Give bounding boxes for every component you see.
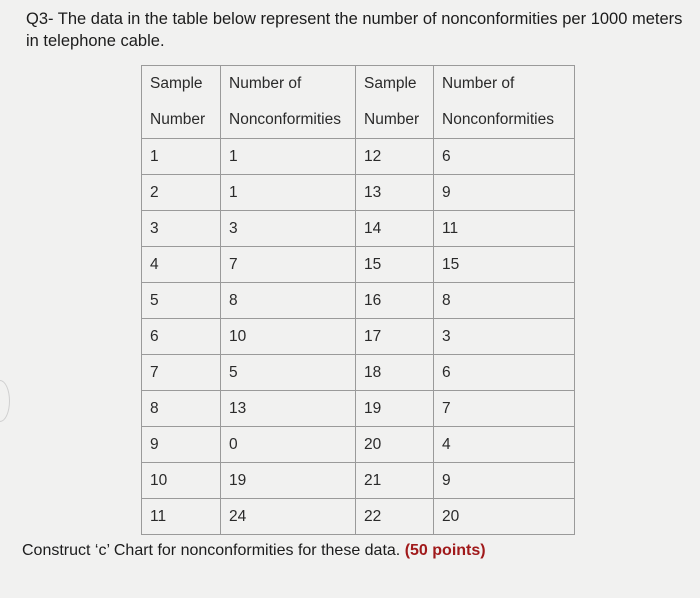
- table-row: [142, 391, 575, 427]
- table-cell-sample-number-a: 7: [142, 355, 221, 391]
- table-cell-sample-number-a: 9: [142, 427, 221, 463]
- table-row: [142, 319, 575, 355]
- table-cell-sample-number-a: 10: [142, 463, 221, 499]
- table-cell-nonconformities-b: 9: [434, 175, 575, 211]
- table-cell-sample-number-b: 17: [356, 319, 434, 355]
- table-cell-sample-number-b: 16: [356, 283, 434, 319]
- table-cell-sample-number-a: 3: [142, 211, 221, 247]
- table-cell-sample-number-b: 13: [356, 175, 434, 211]
- header-number-2: Number: [356, 102, 434, 139]
- table-cell-nonconformities-a: 10: [221, 319, 356, 355]
- table-cell-nonconformities-b: 15: [434, 247, 575, 283]
- header-number-1: Number: [142, 102, 221, 139]
- table-cell-nonconformities-b: 6: [434, 355, 575, 391]
- table-cell-sample-number-a: 2: [142, 175, 221, 211]
- table-row: [142, 247, 575, 283]
- table-cell-nonconformities-a: 0: [221, 427, 356, 463]
- table-cell-sample-number-a: 4: [142, 247, 221, 283]
- table-cell-nonconformities-a: 1: [221, 139, 356, 175]
- table-cell-nonconformities-a: 1: [221, 175, 356, 211]
- header-number-of-2: Number of: [434, 66, 575, 103]
- table-cell-nonconformities-a: 13: [221, 391, 356, 427]
- header-nonconformities-1: Nonconformities: [221, 102, 356, 139]
- table-cell-sample-number-b: 15: [356, 247, 434, 283]
- table-row: [142, 499, 575, 535]
- table-cell-sample-number-a: 5: [142, 283, 221, 319]
- header-row-1: [142, 66, 575, 103]
- table-row: [142, 283, 575, 319]
- table-cell-sample-number-b: 19: [356, 391, 434, 427]
- question-text: Q3- The data in the table below represent the number of nonconformities per 1000 meters in telephone cable.: [26, 10, 683, 50]
- table-cell-nonconformities-b: 3: [434, 319, 575, 355]
- table-cell-sample-number-a: 1: [142, 139, 221, 175]
- table-cell-nonconformities-a: 8: [221, 283, 356, 319]
- header-sample-2: Sample: [356, 66, 434, 103]
- header-nonconformities-2: Nonconformities: [434, 102, 575, 139]
- table-cell-nonconformities-b: 7: [434, 391, 575, 427]
- table-row: [142, 175, 575, 211]
- table-cell-sample-number-b: 14: [356, 211, 434, 247]
- table-row: [142, 463, 575, 499]
- table-body: [142, 139, 575, 535]
- table-cell-nonconformities-b: 8: [434, 283, 575, 319]
- header-sample-1: Sample: [142, 66, 221, 103]
- table-cell-nonconformities-a: 5: [221, 355, 356, 391]
- table-cell-nonconformities-a: 7: [221, 247, 356, 283]
- table-cell-sample-number-a: 8: [142, 391, 221, 427]
- table-cell-nonconformities-b: 6: [434, 139, 575, 175]
- table-cell-nonconformities-a: 3: [221, 211, 356, 247]
- table-cell-sample-number-b: 21: [356, 463, 434, 499]
- table-header: [142, 66, 575, 139]
- table-cell-sample-number-b: 20: [356, 427, 434, 463]
- points-label: (50 points): [404, 542, 486, 559]
- table-cell-nonconformities-a: 24: [221, 499, 356, 535]
- table-cell-nonconformities-a: 19: [221, 463, 356, 499]
- nonconformities-table: [141, 65, 575, 535]
- table-row: [142, 355, 575, 391]
- header-number-of-1: Number of: [221, 66, 356, 103]
- table-cell-nonconformities-b: 20: [434, 499, 575, 535]
- table-cell-nonconformities-b: 4: [434, 427, 575, 463]
- table-cell-nonconformities-b: 11: [434, 211, 575, 247]
- table-row: [142, 139, 575, 175]
- table-cell-sample-number-b: 12: [356, 139, 434, 175]
- table-cell-sample-number-a: 11: [142, 499, 221, 535]
- page-edge-mark: [0, 380, 10, 422]
- table-cell-nonconformities-b: 9: [434, 463, 575, 499]
- table-row: [142, 427, 575, 463]
- instruction-text: Construct ‘c’ Chart for nonconformities for these data.: [22, 542, 401, 559]
- table-cell-sample-number-a: 6: [142, 319, 221, 355]
- header-row-2: [142, 102, 575, 139]
- table-cell-sample-number-b: 18: [356, 355, 434, 391]
- data-table-container: [141, 65, 575, 535]
- table-cell-sample-number-b: 22: [356, 499, 434, 535]
- instruction-line: [22, 542, 486, 560]
- table-row: [142, 211, 575, 247]
